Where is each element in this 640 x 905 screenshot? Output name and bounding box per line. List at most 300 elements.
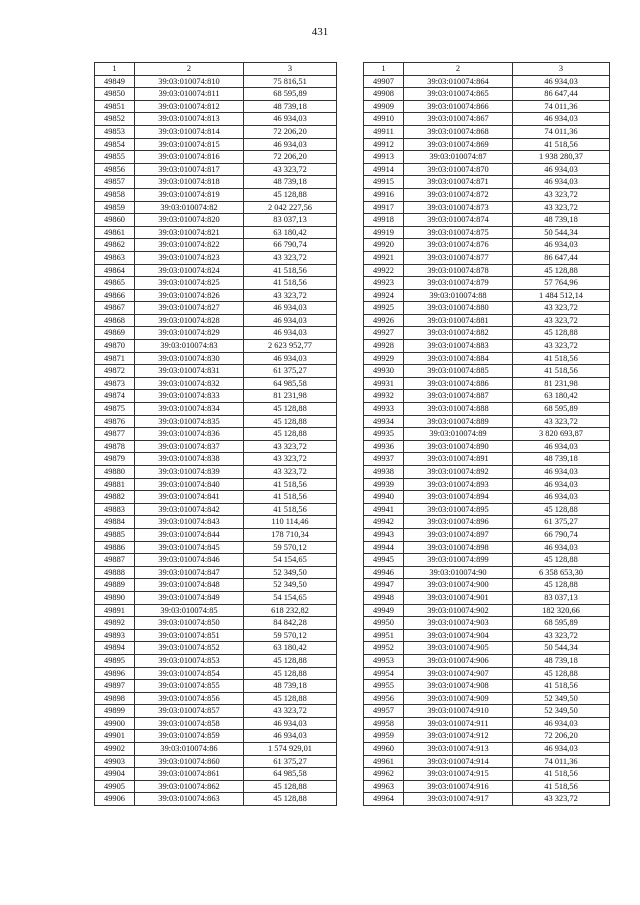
- value-cell: 66 790,74: [513, 528, 610, 541]
- table-row: [364, 466, 610, 479]
- cadastral-number-cell: 39:03:010074:890: [404, 440, 513, 453]
- row-number-cell: 49898: [95, 692, 135, 705]
- row-number-cell: 49925: [364, 302, 404, 315]
- cadastral-number-cell: 39:03:010074:891: [404, 453, 513, 466]
- cadastral-number-cell: 39:03:010074:912: [404, 730, 513, 743]
- cadastral-number-cell: 39:03:010074:877: [404, 251, 513, 264]
- value-cell: 59 570,12: [244, 629, 337, 642]
- table-row: [95, 314, 337, 327]
- column-header-2: 2: [135, 63, 244, 76]
- table-row: [95, 591, 337, 604]
- table-row: [95, 667, 337, 680]
- value-cell: 46 934,03: [244, 717, 337, 730]
- row-number-cell: 49956: [364, 692, 404, 705]
- value-cell: 43 323,72: [244, 251, 337, 264]
- row-number-cell: 49854: [95, 138, 135, 151]
- value-cell: 52 349,50: [244, 579, 337, 592]
- table-row: [364, 264, 610, 277]
- cadastral-number-cell: 39:03:010074:911: [404, 717, 513, 730]
- value-cell: 48 739,18: [244, 100, 337, 113]
- cadastral-number-cell: 39:03:010074:832: [135, 377, 244, 390]
- cadastral-number-cell: 39:03:010074:916: [404, 780, 513, 793]
- value-cell: 61 375,27: [513, 516, 610, 529]
- table-row: [364, 214, 610, 227]
- row-number-cell: 49929: [364, 352, 404, 365]
- row-number-cell: 49903: [95, 755, 135, 768]
- value-cell: 43 323,72: [244, 705, 337, 718]
- row-number-cell: 49933: [364, 403, 404, 416]
- row-number-cell: 49895: [95, 654, 135, 667]
- table-row: [95, 554, 337, 567]
- cadastral-number-cell: 39:03:010074:887: [404, 390, 513, 403]
- cadastral-number-cell: 39:03:010074:82: [135, 201, 244, 214]
- cadastral-number-cell: 39:03:010074:827: [135, 302, 244, 315]
- cadastral-number-cell: 39:03:010074:885: [404, 365, 513, 378]
- cadastral-number-cell: 39:03:010074:825: [135, 277, 244, 290]
- cadastral-number-cell: 39:03:010074:848: [135, 579, 244, 592]
- table-row: [364, 755, 610, 768]
- cadastral-number-cell: 39:03:010074:824: [135, 264, 244, 277]
- cadastral-number-cell: 39:03:010074:856: [135, 692, 244, 705]
- value-cell: 54 154,65: [244, 554, 337, 567]
- cadastral-number-cell: 39:03:010074:849: [135, 591, 244, 604]
- cadastral-number-cell: 39:03:010074:895: [404, 503, 513, 516]
- row-number-cell: 49881: [95, 478, 135, 491]
- table-row: [95, 654, 337, 667]
- table-header-row: [364, 63, 610, 76]
- row-number-cell: 49857: [95, 176, 135, 189]
- table-row: [364, 314, 610, 327]
- cadastral-number-cell: 39:03:010074:847: [135, 566, 244, 579]
- cadastral-number-cell: 39:03:010074:878: [404, 264, 513, 277]
- value-cell: 46 934,03: [513, 239, 610, 252]
- cadastral-number-cell: 39:03:010074:871: [404, 176, 513, 189]
- table-row: [364, 516, 610, 529]
- row-number-cell: 49851: [95, 100, 135, 113]
- table-row: [364, 188, 610, 201]
- value-cell: 68 595,89: [244, 88, 337, 101]
- row-number-cell: 49913: [364, 151, 404, 164]
- table-row: [364, 100, 610, 113]
- table-row: [95, 516, 337, 529]
- row-number-cell: 49873: [95, 377, 135, 390]
- value-cell: 41 518,56: [513, 780, 610, 793]
- cadastral-number-cell: 39:03:010074:864: [404, 75, 513, 88]
- cadastral-number-cell: 39:03:010074:839: [135, 466, 244, 479]
- table-row: [95, 768, 337, 781]
- value-cell: 43 323,72: [513, 340, 610, 353]
- row-number-cell: 49852: [95, 113, 135, 126]
- row-number-cell: 49939: [364, 478, 404, 491]
- value-cell: 86 647,44: [513, 251, 610, 264]
- cadastral-number-cell: 39:03:010074:884: [404, 352, 513, 365]
- row-number-cell: 49916: [364, 188, 404, 201]
- cadastral-number-cell: 39:03:010074:85: [135, 604, 244, 617]
- cadastral-number-cell: 39:03:010074:843: [135, 516, 244, 529]
- value-cell: 41 518,56: [513, 352, 610, 365]
- cadastral-number-cell: 39:03:010074:813: [135, 113, 244, 126]
- table-row: [364, 453, 610, 466]
- cadastral-number-cell: 39:03:010074:814: [135, 125, 244, 138]
- row-number-cell: 49955: [364, 680, 404, 693]
- value-cell: 48 739,18: [513, 453, 610, 466]
- cadastral-number-cell: 39:03:010074:861: [135, 768, 244, 781]
- row-number-cell: 49917: [364, 201, 404, 214]
- row-number-cell: 49870: [95, 340, 135, 353]
- row-number-cell: 49946: [364, 566, 404, 579]
- cadastral-number-cell: 39:03:010074:896: [404, 516, 513, 529]
- cadastral-number-cell: 39:03:010074:819: [135, 188, 244, 201]
- value-cell: 41 518,56: [513, 680, 610, 693]
- row-number-cell: 49888: [95, 566, 135, 579]
- cadastral-number-cell: 39:03:010074:817: [135, 163, 244, 176]
- cadastral-number-cell: 39:03:010074:83: [135, 340, 244, 353]
- row-number-cell: 49893: [95, 629, 135, 642]
- table-row: [95, 188, 337, 201]
- table-row: [95, 528, 337, 541]
- value-cell: 46 934,03: [513, 113, 610, 126]
- value-cell: 74 011,36: [513, 125, 610, 138]
- row-number-cell: 49927: [364, 327, 404, 340]
- table-body-left: [95, 63, 337, 806]
- value-cell: 45 128,88: [513, 503, 610, 516]
- value-cell: 1 484 512,14: [513, 289, 610, 302]
- table-row: [95, 415, 337, 428]
- cadastral-number-cell: 39:03:010074:870: [404, 163, 513, 176]
- value-cell: 64 985,58: [244, 377, 337, 390]
- table-row: [95, 365, 337, 378]
- cadastral-number-cell: 39:03:010074:862: [135, 780, 244, 793]
- row-number-cell: 49920: [364, 239, 404, 252]
- table-row: [364, 528, 610, 541]
- table-row: [364, 768, 610, 781]
- value-cell: 178 710,34: [244, 528, 337, 541]
- value-cell: 59 570,12: [244, 541, 337, 554]
- row-number-cell: 49872: [95, 365, 135, 378]
- value-cell: 46 934,03: [244, 113, 337, 126]
- cadastral-number-cell: 39:03:010074:853: [135, 654, 244, 667]
- table-row: [364, 302, 610, 315]
- cadastral-number-cell: 39:03:010074:854: [135, 667, 244, 680]
- cadastral-number-cell: 39:03:010074:846: [135, 554, 244, 567]
- value-cell: 74 011,36: [513, 100, 610, 113]
- value-cell: 54 154,65: [244, 591, 337, 604]
- cadastral-number-cell: 39:03:010074:876: [404, 239, 513, 252]
- table-row: [364, 629, 610, 642]
- cadastral-number-cell: 39:03:010074:908: [404, 680, 513, 693]
- table-row: [95, 629, 337, 642]
- row-number-cell: 49906: [95, 793, 135, 806]
- cadastral-number-cell: 39:03:010074:898: [404, 541, 513, 554]
- table-row: [95, 780, 337, 793]
- value-cell: 48 739,18: [513, 654, 610, 667]
- row-number-cell: 49858: [95, 188, 135, 201]
- table-row: [364, 340, 610, 353]
- table-row: [95, 705, 337, 718]
- table-row: [95, 793, 337, 806]
- cadastral-number-cell: 39:03:010074:901: [404, 591, 513, 604]
- table-row: [364, 138, 610, 151]
- row-number-cell: 49950: [364, 617, 404, 630]
- cadastral-number-cell: 39:03:010074:872: [404, 188, 513, 201]
- table-row: [95, 617, 337, 630]
- table-row: [364, 125, 610, 138]
- cadastral-number-cell: 39:03:010074:86: [135, 743, 244, 756]
- table-row: [95, 377, 337, 390]
- cadastral-number-cell: 39:03:010074:905: [404, 642, 513, 655]
- value-cell: 45 128,88: [244, 780, 337, 793]
- row-number-cell: 49889: [95, 579, 135, 592]
- column-header-1: 1: [95, 63, 135, 76]
- cadastral-number-cell: 39:03:010074:833: [135, 390, 244, 403]
- value-cell: 46 934,03: [244, 138, 337, 151]
- row-number-cell: 49914: [364, 163, 404, 176]
- value-cell: 45 128,88: [244, 403, 337, 416]
- row-number-cell: 49922: [364, 264, 404, 277]
- value-cell: 50 544,34: [513, 226, 610, 239]
- value-cell: 64 985,58: [244, 768, 337, 781]
- value-cell: 1 574 929,01: [244, 743, 337, 756]
- table-row: [364, 743, 610, 756]
- cadastral-number-cell: 39:03:010074:826: [135, 289, 244, 302]
- row-number-cell: 49953: [364, 654, 404, 667]
- value-cell: 72 206,20: [513, 730, 610, 743]
- value-cell: 68 595,89: [513, 403, 610, 416]
- column-header-2: 2: [404, 63, 513, 76]
- table-row: [95, 478, 337, 491]
- row-number-cell: 49911: [364, 125, 404, 138]
- cadastral-number-cell: 39:03:010074:858: [135, 717, 244, 730]
- value-cell: 46 934,03: [244, 352, 337, 365]
- cadastral-number-cell: 39:03:010074:857: [135, 705, 244, 718]
- table-row: [364, 667, 610, 680]
- table-row: [95, 75, 337, 88]
- table-row: [364, 403, 610, 416]
- row-number-cell: 49849: [95, 75, 135, 88]
- row-number-cell: 49951: [364, 629, 404, 642]
- row-number-cell: 49959: [364, 730, 404, 743]
- cadastral-number-cell: 39:03:010074:852: [135, 642, 244, 655]
- value-cell: 83 037,13: [244, 214, 337, 227]
- cadastral-number-cell: 39:03:010074:897: [404, 528, 513, 541]
- table-row: [364, 642, 610, 655]
- value-cell: 81 231,98: [244, 390, 337, 403]
- value-cell: 46 934,03: [513, 491, 610, 504]
- table-row: [95, 503, 337, 516]
- row-number-cell: 49923: [364, 277, 404, 290]
- cadastral-number-cell: 39:03:010074:879: [404, 277, 513, 290]
- row-number-cell: 49960: [364, 743, 404, 756]
- row-number-cell: 49948: [364, 591, 404, 604]
- value-cell: 45 128,88: [513, 579, 610, 592]
- table-row: [364, 491, 610, 504]
- value-cell: 45 128,88: [513, 327, 610, 340]
- cadastral-number-cell: 39:03:010074:815: [135, 138, 244, 151]
- table-row: [95, 264, 337, 277]
- cadastral-number-cell: 39:03:010074:863: [135, 793, 244, 806]
- value-cell: 74 011,36: [513, 755, 610, 768]
- row-number-cell: 49930: [364, 365, 404, 378]
- row-number-cell: 49901: [95, 730, 135, 743]
- cadastral-number-cell: 39:03:010074:917: [404, 793, 513, 806]
- table-row: [364, 566, 610, 579]
- value-cell: 182 320,66: [513, 604, 610, 617]
- row-number-cell: 49952: [364, 642, 404, 655]
- cadastral-number-cell: 39:03:010074:865: [404, 88, 513, 101]
- value-cell: 75 816,51: [244, 75, 337, 88]
- row-number-cell: 49875: [95, 403, 135, 416]
- row-number-cell: 49855: [95, 151, 135, 164]
- value-cell: 63 180,42: [513, 390, 610, 403]
- cadastral-number-cell: 39:03:010074:900: [404, 579, 513, 592]
- value-cell: 41 518,56: [513, 768, 610, 781]
- table-row: [364, 113, 610, 126]
- table-row: [364, 793, 610, 806]
- table-row: [95, 642, 337, 655]
- cadastral-number-cell: 39:03:010074:855: [135, 680, 244, 693]
- value-cell: 63 180,42: [244, 226, 337, 239]
- table-row: [364, 75, 610, 88]
- cadastral-number-cell: 39:03:010074:869: [404, 138, 513, 151]
- cadastral-number-cell: 39:03:010074:886: [404, 377, 513, 390]
- value-cell: 618 232,82: [244, 604, 337, 617]
- value-cell: 50 544,34: [513, 642, 610, 655]
- table-row: [95, 755, 337, 768]
- cadastral-number-cell: 39:03:010074:818: [135, 176, 244, 189]
- row-number-cell: 49915: [364, 176, 404, 189]
- page-number: 431: [311, 26, 329, 38]
- value-cell: 86 647,44: [513, 88, 610, 101]
- row-number-cell: 49900: [95, 717, 135, 730]
- table-row: [95, 340, 337, 353]
- cadastral-number-cell: 39:03:010074:906: [404, 654, 513, 667]
- value-cell: 61 375,27: [244, 365, 337, 378]
- table-row: [95, 579, 337, 592]
- cadastral-number-cell: 39:03:010074:837: [135, 440, 244, 453]
- table-header-row: [95, 63, 337, 76]
- value-cell: 46 934,03: [513, 440, 610, 453]
- value-cell: 46 934,03: [244, 730, 337, 743]
- value-cell: 48 739,18: [513, 214, 610, 227]
- row-number-cell: 49896: [95, 667, 135, 680]
- table-row: [95, 604, 337, 617]
- value-cell: 43 323,72: [513, 629, 610, 642]
- cadastral-number-cell: 39:03:010074:892: [404, 466, 513, 479]
- row-number-cell: 49957: [364, 705, 404, 718]
- cadastral-number-cell: 39:03:010074:904: [404, 629, 513, 642]
- value-cell: 57 764,96: [513, 277, 610, 290]
- cadastral-number-cell: 39:03:010074:893: [404, 478, 513, 491]
- table-row: [364, 692, 610, 705]
- row-number-cell: 49878: [95, 440, 135, 453]
- row-number-cell: 49937: [364, 453, 404, 466]
- row-number-cell: 49862: [95, 239, 135, 252]
- value-cell: 52 349,50: [513, 692, 610, 705]
- cadastral-number-cell: 39:03:010074:836: [135, 428, 244, 441]
- value-cell: 45 128,88: [244, 415, 337, 428]
- cadastral-number-cell: 39:03:010074:840: [135, 478, 244, 491]
- table-row: [364, 415, 610, 428]
- value-cell: 43 323,72: [244, 440, 337, 453]
- table-row: [95, 717, 337, 730]
- cadastral-number-cell: 39:03:010074:868: [404, 125, 513, 138]
- table-row: [364, 390, 610, 403]
- row-number-cell: 49931: [364, 377, 404, 390]
- table-row: [95, 680, 337, 693]
- value-cell: 43 323,72: [513, 188, 610, 201]
- row-number-cell: 49912: [364, 138, 404, 151]
- row-number-cell: 49904: [95, 768, 135, 781]
- cadastral-number-cell: 39:03:010074:851: [135, 629, 244, 642]
- value-cell: 2 042 227,56: [244, 201, 337, 214]
- row-number-cell: 49879: [95, 453, 135, 466]
- cadastral-number-cell: 39:03:010074:822: [135, 239, 244, 252]
- row-number-cell: 49850: [95, 88, 135, 101]
- row-number-cell: 49962: [364, 768, 404, 781]
- value-cell: 48 739,18: [244, 680, 337, 693]
- table-row: [364, 289, 610, 302]
- cadastral-number-cell: 39:03:010074:866: [404, 100, 513, 113]
- value-cell: 43 323,72: [244, 163, 337, 176]
- table-row: [364, 591, 610, 604]
- value-cell: 84 842,28: [244, 617, 337, 630]
- registry-table-right: [363, 62, 610, 806]
- table-row: [95, 440, 337, 453]
- table-row: [364, 780, 610, 793]
- table-row: [364, 226, 610, 239]
- row-number-cell: 49884: [95, 516, 135, 529]
- cadastral-number-cell: 39:03:010074:894: [404, 491, 513, 504]
- row-number-cell: 49902: [95, 743, 135, 756]
- value-cell: 81 231,98: [513, 377, 610, 390]
- cadastral-number-cell: 39:03:010074:831: [135, 365, 244, 378]
- table-row: [95, 163, 337, 176]
- cadastral-number-cell: 39:03:010074:835: [135, 415, 244, 428]
- row-number-cell: 49928: [364, 340, 404, 353]
- table-row: [95, 251, 337, 264]
- cadastral-number-cell: 39:03:010074:899: [404, 554, 513, 567]
- row-number-cell: 49887: [95, 554, 135, 567]
- row-number-cell: 49910: [364, 113, 404, 126]
- cadastral-number-cell: 39:03:010074:903: [404, 617, 513, 630]
- table-row: [95, 176, 337, 189]
- row-number-cell: 49894: [95, 642, 135, 655]
- table-row: [95, 302, 337, 315]
- table-row: [95, 692, 337, 705]
- row-number-cell: 49921: [364, 251, 404, 264]
- table-row: [364, 327, 610, 340]
- value-cell: 6 358 653,30: [513, 566, 610, 579]
- value-cell: 46 934,03: [513, 717, 610, 730]
- value-cell: 110 114,46: [244, 516, 337, 529]
- table-row: [364, 541, 610, 554]
- row-number-cell: 49865: [95, 277, 135, 290]
- table-row: [364, 654, 610, 667]
- cadastral-number-cell: 39:03:010074:828: [135, 314, 244, 327]
- row-number-cell: 49940: [364, 491, 404, 504]
- row-number-cell: 49941: [364, 503, 404, 516]
- row-number-cell: 49864: [95, 264, 135, 277]
- value-cell: 52 349,50: [513, 705, 610, 718]
- table-row: [364, 251, 610, 264]
- cadastral-number-cell: 39:03:010074:874: [404, 214, 513, 227]
- table-row: [95, 491, 337, 504]
- cadastral-number-cell: 39:03:010074:882: [404, 327, 513, 340]
- row-number-cell: 49963: [364, 780, 404, 793]
- value-cell: 45 128,88: [513, 264, 610, 277]
- value-cell: 45 128,88: [244, 793, 337, 806]
- row-number-cell: 49936: [364, 440, 404, 453]
